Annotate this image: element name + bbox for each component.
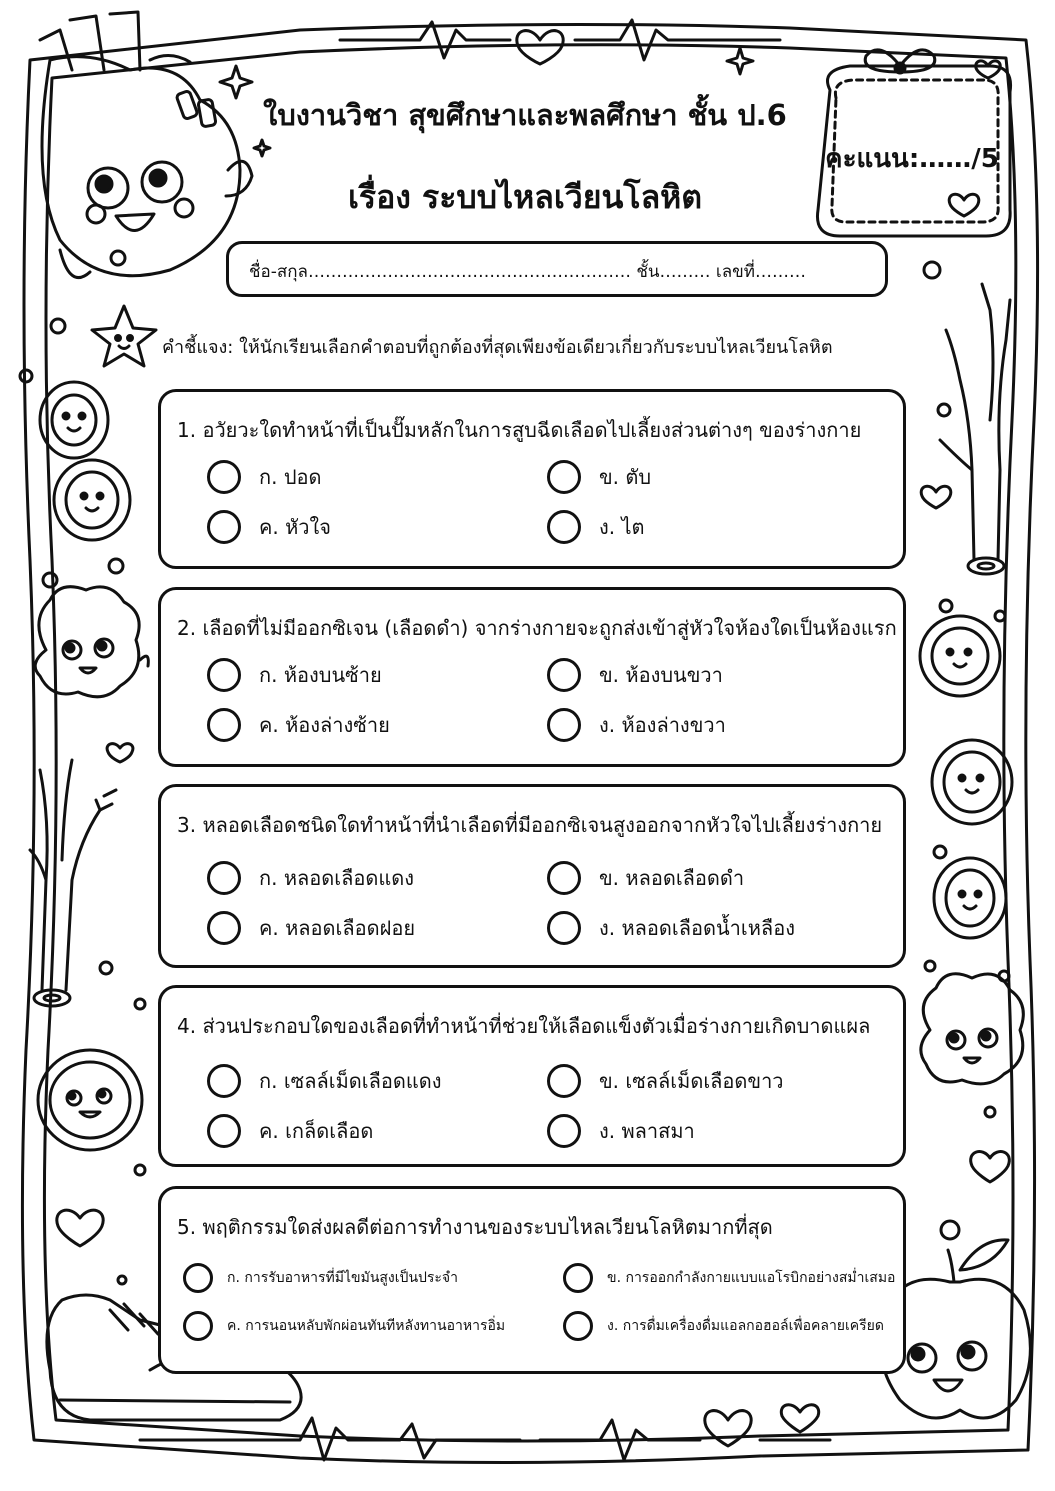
option-label: ข. ห้องบนขวา bbox=[599, 663, 723, 687]
worksheet-title: ใบงานวิชา สุขศึกษาและพลศึกษา ชั้น ป.6 bbox=[263, 98, 787, 132]
question-text: 3. หลอดเลือดชนิดใดทำหน้าที่นำเลือดที่มีออกซิเจนสูงออกจากหัวใจไปเลี้ยงร่างกาย bbox=[177, 813, 883, 837]
option-label: ง. หลอดเลือดน้ำเหลือง bbox=[599, 916, 795, 940]
option-a[interactable] bbox=[207, 658, 382, 692]
heart-icon bbox=[976, 61, 1001, 78]
question-card-2 bbox=[158, 587, 906, 767]
answer-radio[interactable] bbox=[563, 1311, 593, 1341]
option-label: ค. เกล็ดเลือด bbox=[259, 1119, 374, 1143]
option-label: ง. ไต bbox=[599, 515, 645, 539]
option-a[interactable] bbox=[207, 861, 414, 895]
answer-radio[interactable] bbox=[207, 658, 241, 692]
answer-radio[interactable] bbox=[207, 1064, 241, 1098]
student-info-bar bbox=[226, 241, 888, 297]
option-d[interactable] bbox=[563, 1311, 884, 1341]
option-label: ค. ห้องล่างซ้าย bbox=[259, 713, 390, 737]
student-info-fields[interactable]: ชื่อ-สกุล………………………………………………… ชั้น……… เลขที่……… bbox=[249, 262, 806, 282]
option-b[interactable] bbox=[547, 861, 744, 895]
answer-radio[interactable] bbox=[207, 460, 241, 494]
answer-radio[interactable] bbox=[207, 1114, 241, 1148]
option-c[interactable] bbox=[207, 1114, 373, 1148]
option-label: ข. ตับ bbox=[599, 465, 652, 489]
heart-icon bbox=[781, 1405, 818, 1432]
answer-radio[interactable] bbox=[547, 460, 581, 494]
option-label: ข. หลอดเลือดดำ bbox=[599, 866, 745, 890]
heart-icon bbox=[949, 194, 979, 216]
option-label: ค. การนอนหลับพักผ่อนทันทีหลังทานอาหารอิ่ม bbox=[227, 1318, 506, 1334]
option-d[interactable] bbox=[547, 1114, 695, 1148]
option-c[interactable] bbox=[183, 1311, 505, 1341]
question-text: 5. พฤติกรรมใดส่งผลดีต่อการทำงานของระบบไหลเวียนโลหิตมากที่สุด bbox=[177, 1215, 773, 1239]
option-label: ข. เซลล์เม็ดเลือดขาว bbox=[599, 1069, 784, 1093]
question-card-1 bbox=[158, 389, 906, 569]
worksheet-subtitle: เรื่อง ระบบไหลเวียนโลหิต bbox=[347, 178, 703, 216]
option-a[interactable] bbox=[183, 1263, 458, 1293]
answer-radio[interactable] bbox=[547, 510, 581, 544]
star-character-illustration bbox=[92, 306, 156, 366]
platelet-character bbox=[35, 587, 139, 697]
question-text: 4. ส่วนประกอบใดของเลือดที่ทำหน้าที่ช่วยให้เลือดแข็งตัวเมื่อร่างกายเกิดบาดแผล bbox=[177, 1014, 871, 1038]
question-card-3 bbox=[158, 784, 906, 968]
heart-character-illustration bbox=[40, 12, 252, 278]
option-d[interactable] bbox=[547, 911, 795, 945]
option-b[interactable] bbox=[547, 1064, 784, 1098]
option-c[interactable] bbox=[207, 708, 390, 742]
option-d[interactable] bbox=[547, 708, 726, 742]
option-label: ง. ห้องล่างขวา bbox=[599, 713, 726, 737]
answer-radio[interactable] bbox=[547, 1114, 581, 1148]
option-label: ง. พลาสมา bbox=[599, 1119, 695, 1143]
answer-radio[interactable] bbox=[207, 708, 241, 742]
option-a[interactable] bbox=[207, 460, 322, 494]
option-d[interactable] bbox=[547, 510, 645, 544]
option-c[interactable] bbox=[207, 911, 415, 945]
question-text: 2. เลือดที่ไม่มีออกซิเจน (เลือดดำ) จากร่างกายจะถูกส่งเข้าสู่หัวใจห้องใดเป็นห้องแรก bbox=[177, 616, 897, 640]
answer-radio[interactable] bbox=[183, 1263, 213, 1293]
answer-radio[interactable] bbox=[207, 911, 241, 945]
answer-radio[interactable] bbox=[547, 658, 581, 692]
option-label: ค. หัวใจ bbox=[259, 515, 331, 539]
blood-vessel-right bbox=[940, 284, 1010, 574]
option-a[interactable] bbox=[207, 1064, 442, 1098]
blood-vessel-left bbox=[30, 760, 116, 1006]
option-label: ง. การดื่มเครื่องดื่มแอลกอฮอล์เพื่อคลายเครียด bbox=[607, 1318, 884, 1334]
option-c[interactable] bbox=[207, 510, 331, 544]
answer-radio[interactable] bbox=[183, 1311, 213, 1341]
answer-radio[interactable] bbox=[563, 1263, 593, 1293]
option-label: ค. หลอดเลือดฝอย bbox=[259, 916, 416, 940]
blood-cell-characters-left bbox=[35, 382, 148, 1150]
answer-radio[interactable] bbox=[547, 708, 581, 742]
question-text: 1. อวัยวะใดทำหน้าที่เป็นปั๊มหลักในการสูบฉีดเลือดไปเลี้ยงส่วนต่างๆ ของร่างกาย bbox=[177, 418, 862, 442]
answer-radio[interactable] bbox=[547, 861, 581, 895]
answer-radio[interactable] bbox=[547, 1064, 581, 1098]
option-label: ก. ห้องบนซ้าย bbox=[259, 663, 382, 687]
answer-radio[interactable] bbox=[547, 911, 581, 945]
option-label: ก. ปอด bbox=[259, 465, 322, 489]
question-card-5 bbox=[158, 1186, 906, 1374]
heart-icon bbox=[705, 1411, 751, 1446]
answer-radio[interactable] bbox=[207, 510, 241, 544]
option-b[interactable] bbox=[547, 460, 651, 494]
option-b[interactable] bbox=[563, 1263, 895, 1293]
instruction-text: คำชี้แจง: ให้นักเรียนเลือกคำตอบที่ถูกต้องที่สุดเพียงข้อเดียวเกี่ยวกับระบบไหลเวียนโลหิต bbox=[162, 337, 833, 358]
option-b[interactable] bbox=[547, 658, 723, 692]
score-label: คะแนน:……/5 bbox=[825, 144, 999, 174]
option-label: ก. หลอดเลือดแดง bbox=[259, 866, 414, 890]
question-card-4 bbox=[158, 985, 906, 1167]
option-label: ก. การรับอาหารที่มีไขมันสูงเป็นประจำ bbox=[227, 1270, 458, 1286]
heart-icon bbox=[517, 31, 563, 64]
answer-radio[interactable] bbox=[207, 861, 241, 895]
option-label: ข. การออกกำลังกายแบบแอโรบิกอย่างสม่ำเสมอ bbox=[607, 1270, 896, 1286]
option-label: ก. เซลล์เม็ดเลือดแดง bbox=[259, 1069, 442, 1093]
